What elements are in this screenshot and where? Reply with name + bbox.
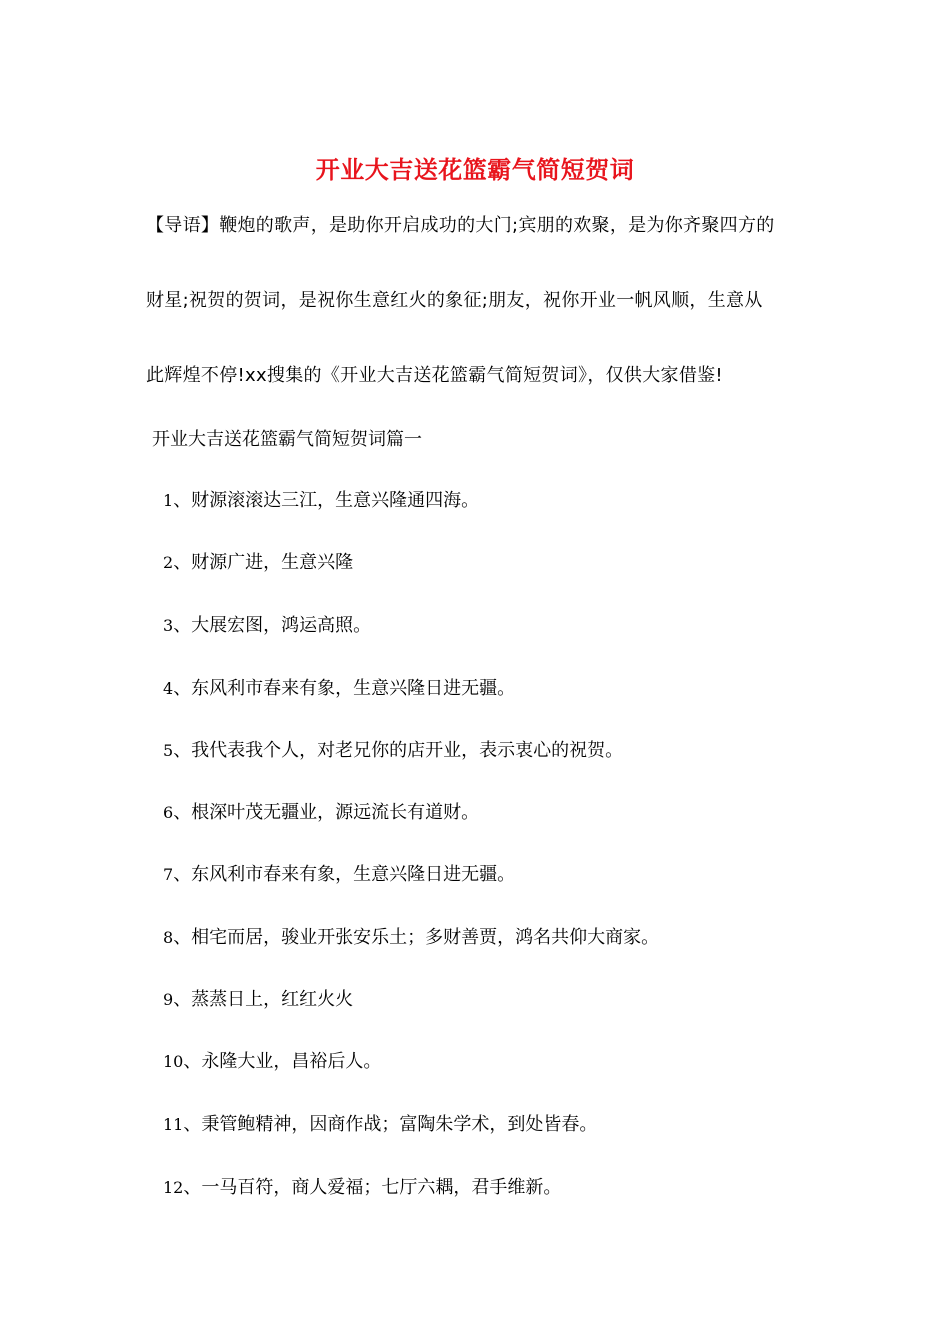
list-item-text: 、东风利市春来有象，生意兴隆日进无疆。 [173,864,516,885]
list-item-text: 、我代表我个人，对老兄你的店开业，表示衷心的祝贺。 [173,740,624,761]
list-item-text: 、一马百符，商人爱福；七厅六耦，君手维新。 [183,1177,562,1198]
list-item [163,798,479,824]
intro-line-3: 此辉煌不停!xx搜集的《开业大吉送花篮霸气简短贺词》，仅供大家借鉴! [146,365,723,386]
list-item [163,1110,597,1136]
list-item [163,860,515,886]
list-item-number: 10 [163,1052,184,1071]
list-item-number: 1 [163,491,174,510]
list-item-text: 、蒸蒸日上，红红火火 [173,989,354,1010]
list-item [163,611,371,637]
list-item-text: 、相宅而居，骏业开张安乐土；多财善贾，鸿名共仰大商家。 [173,927,660,948]
list-item-text: 、财源滚滚达三江，生意兴隆通四海。 [173,490,480,511]
list-item-number: 9 [163,990,174,1009]
list-item-text: 、东风利市春来有象，生意兴隆日进无疆。 [173,678,516,699]
list-item-text: 、财源广进，生意兴隆 [173,552,354,573]
section-heading: 开业大吉送花篮霸气简短贺词篇一 [152,429,422,450]
list-item-text: 、根深叶茂无疆业，源远流长有道财。 [173,802,480,823]
list-item [163,1047,381,1073]
list-item-number: 6 [163,803,174,822]
list-item [163,486,479,512]
list-item-number: 3 [163,616,174,635]
list-item-number: 11 [163,1115,184,1134]
list-item-text: 、永隆大业，昌裕后人。 [183,1051,382,1072]
list-item-number: 7 [163,865,174,884]
list-item-text: 、秉管鲍精神，因商作战；富陶朱学术，到处皆春。 [183,1114,598,1135]
list-item [163,985,353,1011]
list-item [163,736,623,762]
list-item-number: 8 [163,928,174,947]
list-item-text: 、大展宏图，鸿运高照。 [173,615,372,636]
list-item-number: 5 [163,741,174,760]
list-item [163,1173,561,1199]
list-item-number: 4 [163,679,174,698]
list-item-number: 2 [163,553,174,572]
intro-line-1: 【导语】鞭炮的歌声，是助你开启成功的大门;宾朋的欢聚，是为你齐聚四方的 [146,215,775,236]
list-item-number: 12 [163,1178,184,1197]
list-item [163,548,353,574]
list-item [163,674,515,700]
list-item [163,923,659,949]
page-title: 开业大吉送花篮霸气简短贺词 [315,156,635,184]
intro-line-2: 财星;祝贺的贺词，是祝你生意红火的象征;朋友，祝你开业一帆风顺，生意从 [146,290,763,311]
